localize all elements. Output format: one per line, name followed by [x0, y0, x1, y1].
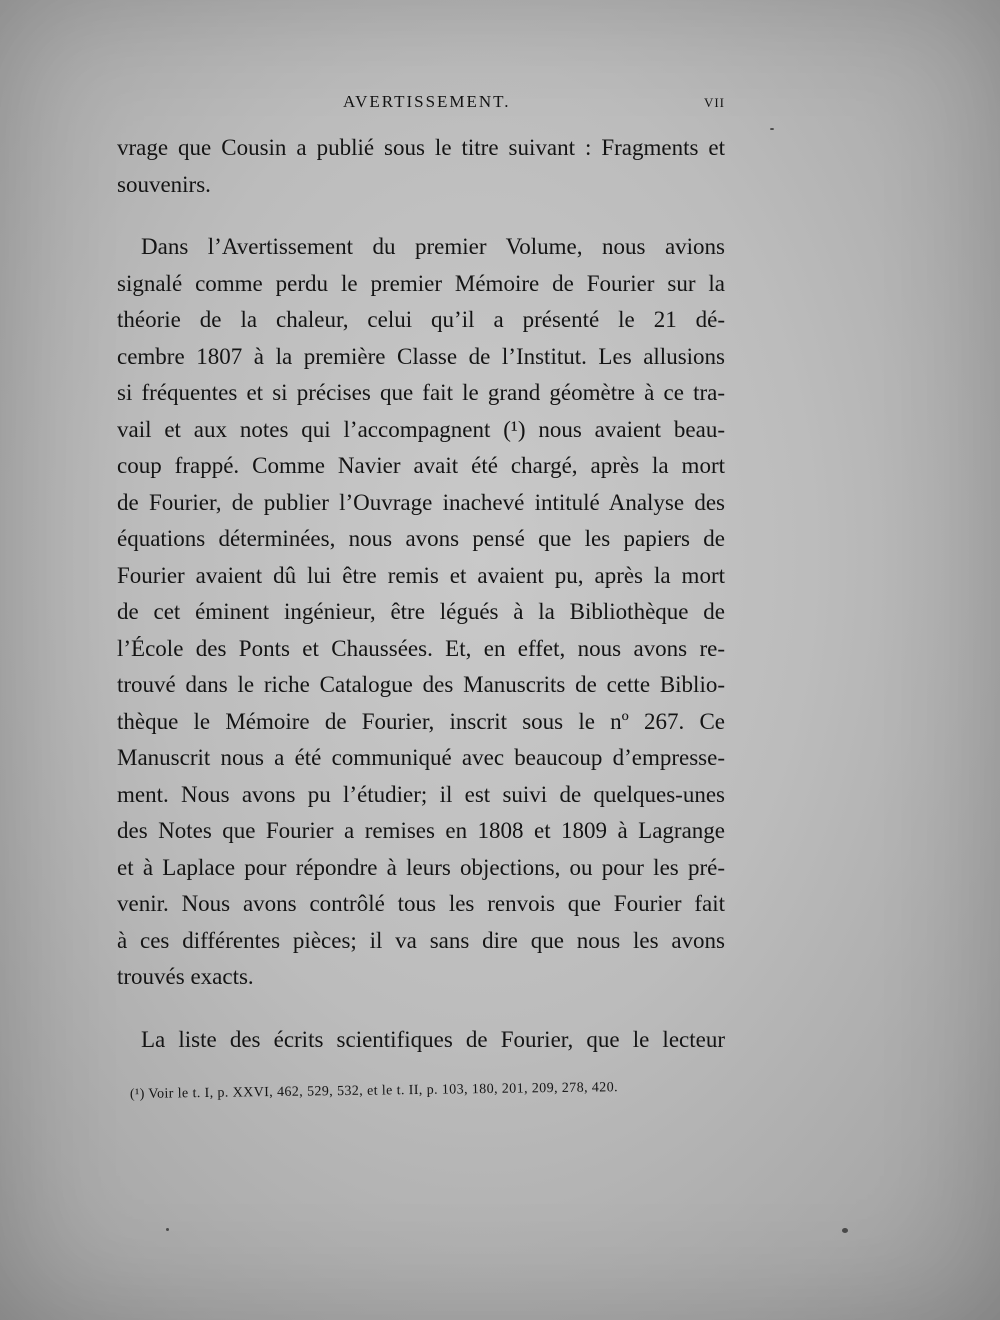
paper-speck: [842, 1228, 848, 1233]
text-line: théorie de la chaleur, celui qu’il a présenté le 21 dé-: [117, 307, 725, 332]
paragraph-memoire: [117, 229, 725, 996]
text-line: thèque le Mémoire de Fourier, inscrit sous le nº 267. Ce: [117, 708, 725, 734]
text-line: à ces différentes pièces; il va sans dire que nous les avons: [117, 927, 725, 953]
text-line: de cet éminent ingénieur, être légués à la Bibliothèque de: [117, 599, 725, 624]
paper-speck: [770, 128, 774, 130]
text-line: La liste des écrits scientifiques de Fourier, que le lecteur: [141, 1026, 725, 1052]
text-line: de Fourier, de publier l’Ouvrage inachevé intitulé Analyse des: [117, 489, 725, 515]
text-line: des Notes que Fourier a remises en 1808 et 1809 à Lagrange: [117, 818, 725, 843]
text-line: ment. Nous avons pu l’étudier; il est suivi de quelques-unes: [117, 781, 725, 807]
footnote: (¹) Voir le t. I, p. XXVI, 462, 529, 532, et le t. II, p. 103, 180, 201, 209, 278, 420.: [129, 1080, 619, 1102]
text-line: cembre 1807 à la première Classe de l’Institut. Les allusions: [117, 343, 725, 369]
paragraph-continuation: [117, 130, 725, 203]
text-line: vrage que Cousin a publié sous le titre suivant : Fragments et: [117, 135, 725, 160]
paragraph-liste: [117, 1022, 725, 1059]
text-line: vail et aux notes qui l’accompagnent (¹) nous avaient beau-: [117, 416, 725, 442]
text-line: signalé comme perdu le premier Mémoire de Fourier sur la: [117, 270, 725, 296]
text-line: Dans l’Avertissement du premier Volume, nous avions: [141, 234, 725, 259]
text-line: si fréquentes et si précises que fait le grand géomètre à ce tra-: [117, 380, 725, 405]
text-line: coup frappé. Comme Navier avait été chargé, après la mort: [117, 453, 725, 478]
running-title: AVERTISSEMENT.: [343, 92, 511, 111]
text-line: Fourier avaient dû lui être remis et avaient pu, après la mort: [117, 562, 725, 588]
body-text: [117, 130, 725, 1058]
text-line: venir. Nous avons contrôlé tous les renvois que Fourier fait: [117, 891, 725, 916]
page-number: VII: [703, 95, 725, 110]
text-line: souvenirs.: [117, 171, 211, 197]
text-line: trouvés exacts.: [117, 964, 254, 989]
text-line: l’École des Ponts et Chaussées. Et, en effet, nous avons re-: [117, 635, 725, 661]
text-line: trouvé dans le riche Catalogue des Manuscrits de cette Biblio-: [117, 672, 725, 697]
paper-speck: [166, 1228, 169, 1231]
text-line: équations déterminées, nous avons pensé que les papiers de: [117, 526, 725, 551]
text-line: Manuscrit nous a été communiqué avec beaucoup d’empresse-: [117, 745, 725, 770]
text-line: et à Laplace pour répondre à leurs objections, ou pour les pré-: [117, 854, 725, 880]
running-head: [117, 92, 725, 118]
